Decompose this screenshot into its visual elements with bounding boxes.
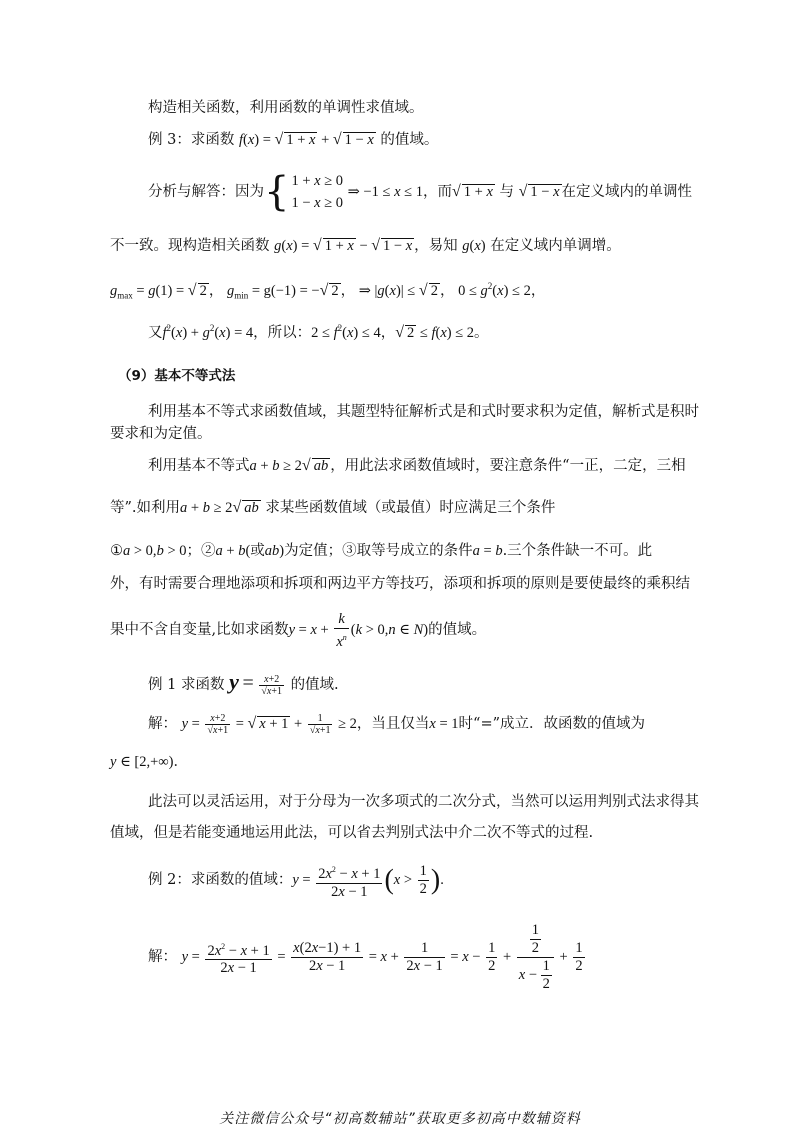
formula-f: f(x) = √ 1 + x + √ 1 − x	[238, 131, 374, 148]
footer-notice: 关注微信公众号“初高数辅站”获取更多初高中数辅资料	[219, 1111, 581, 1127]
example-3: 例 3：求函数 f(x) = √ 1 + x + √ 1 − x 的值域。	[148, 131, 439, 148]
paragraph-inconsistent: 不一致。现构造相关函数 g(x) = √ 1 + x − √ 1 − x ，易知 g(x) 在定义域内单调增。	[110, 237, 621, 254]
paragraph-construct: 构造相关函数，利用函数的单调性求值域。	[148, 100, 424, 116]
paragraph-flexible-a: 此法可以灵活运用，对于分母为一次多项式的二次分式，当然可以运用判别式法求得其	[148, 794, 699, 810]
paragraph-basic-ineq-4: ①a > 0,b > 0；②a + b(或ab)为定值；③取等号成立的条件a = b.三个条件缺一不可。此	[110, 543, 653, 559]
paragraph-basic-ineq-1a: 利用基本不等式求函数值域，其题型特征解析式是和式时要求积为定值，解析式是积时	[148, 404, 699, 420]
solution-1: 解： y = $\frac{x+2}{√x+1}$ = √ x + 1 + $\frac{1}{√x+1}$ ≥ 2，当且仅当x = 1时“=”成立．故函数的值域为	[148, 713, 646, 737]
formula-gmax-gmin: $g_{max} = g(1)$ = √ 2 ， $g_{min} = g(-1)$ = −√ 2 ， ⇒ |g(x)| ≤ √ 2 ， $0 \le g^2(x) \le 2$，	[110, 281, 546, 301]
paragraph-flexible-b: 值域，但是若能变通地运用此法，可以省去判别式法中介二次不等式的过程.	[110, 825, 594, 841]
paragraph-basic-ineq-3: 等”.如利用a + b ≥ 2√ ab 求某些函数值域（或最值）时应满足三个条件	[110, 499, 556, 516]
paragraph-also: 又$f^2(x) + g^2(x) = 4$，所以：$2 \le f^2(x) \le 4$，√ 2 ≤ f(x) ≤ 2。	[148, 323, 489, 341]
section-heading-9: （9）基本不等式法	[118, 368, 236, 384]
example-1: 例 1 求函数 y = $\frac{x+2}{√x+1}$ 的值域.	[148, 669, 339, 698]
formula-g: g(x) = √ 1 + x − √ 1 − x	[274, 237, 413, 254]
solution-2: 解： y = $\frac{2x^2 - x + 1}{2x - 1}$ = $\frac{x(2x-1) + 1}{2x - 1}$ = x + $\frac{1}{2x - 1}$ = x − $\frac{1}{2}$ + $\frac{1}{2}$ x − $\frac{1}{2}$ + $\frac{1}{2}$	[148, 922, 583, 992]
paragraph-basic-ineq-1b: 要求和为定值。	[110, 426, 212, 442]
paragraph-basic-ineq-6: 果中不含自变量,比如求函数y = x + $\frac{k}{x^n}$ (k > 0,n ∈ N)的值域。	[110, 610, 487, 650]
analysis: 分析与解答：因为{ 1 + x ≥ 0 1 − x ≥ 0 ⇒ −1 ≤ x ≤ 1，而√ 1 + x 与 √ 1 − x 在定义域内的单调性	[148, 169, 693, 215]
cases-system: 1 + x ≥ 0 1 − x ≥ 0	[291, 173, 344, 211]
paragraph-basic-ineq-2: 利用基本不等式a + b ≥ 2√ ab ，用此法求函数值域时，要注意条件“一正，二定，三相	[148, 457, 686, 474]
solution-1-range: y ∈ [2,+∞)．	[110, 754, 188, 770]
brace-symbol: {	[264, 169, 290, 215]
example-2: 例 2：求函数的值域：y = $\frac{2x^2 - x + 1}{2x - 1}$ (x > $\frac{1}{2}$ ).	[148, 860, 444, 901]
paragraph-basic-ineq-5: 外，有时需要合理地添项和拆项和两边平方等技巧，添项和拆项的原则是要使最终的乘积结	[110, 576, 690, 592]
